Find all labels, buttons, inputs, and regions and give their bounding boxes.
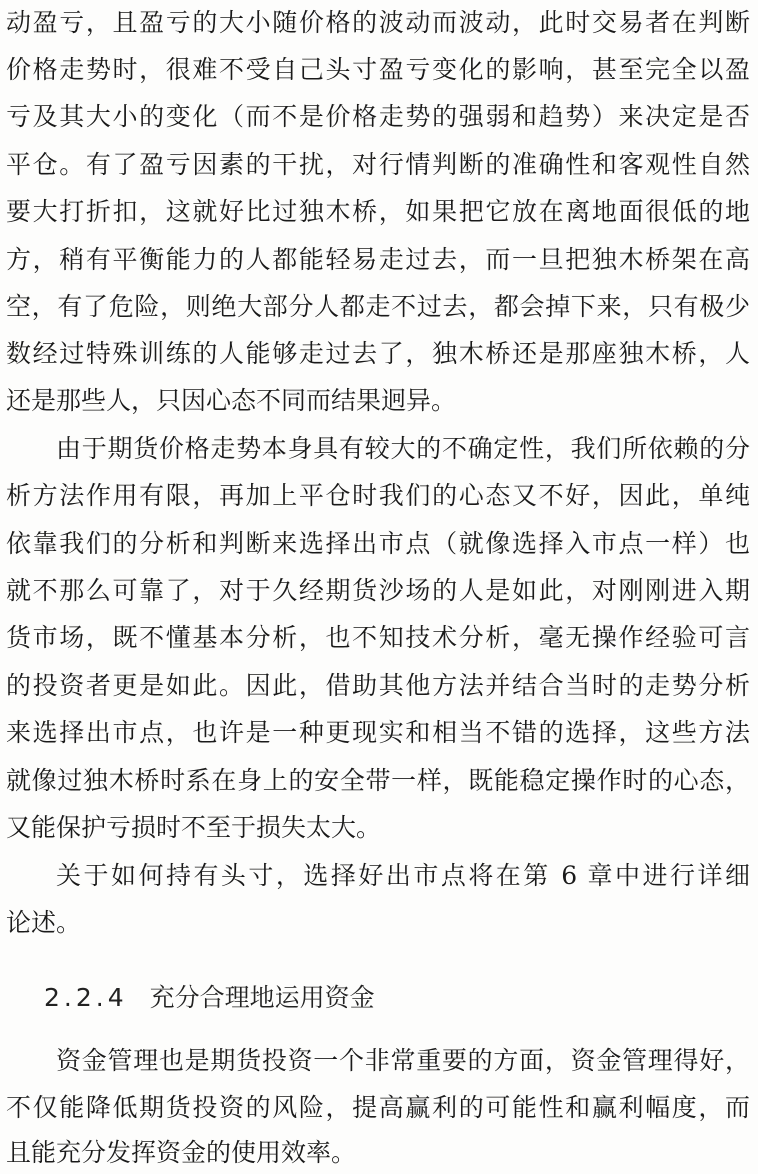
paragraph-line: 析方法作用有限，再加上平仓时我们的心态又不好，因此，单纯 <box>6 481 750 510</box>
paragraph-line: 价格走势时，很难不受自己头寸盈亏变化的影响，甚至完全以盈 <box>6 55 750 84</box>
paragraph-line: 方，稍有平衡能力的人都能轻易走过去，而一旦把独木桥架在高 <box>6 245 750 274</box>
paragraph-line: 要大打折扣，这就好比过独木桥，如果把它放在离地面很低的地 <box>6 197 750 226</box>
paragraph-line: 关于如何持有头寸，选择好出市点将在第 6 章中进行详细 <box>56 861 750 890</box>
paragraph-line: 货市场，既不懂基本分析，也不知技术分析，毫无操作经验可言 <box>6 623 750 652</box>
paragraph-line: 动盈亏，且盈亏的大小随价格的波动而波动，此时交易者在判断 <box>6 8 750 37</box>
paragraph-line: 来选择出市点，也许是一种更现实和相当不错的选择，这些方法 <box>6 718 750 747</box>
paragraph-line: 依靠我们的分析和判断来选择出市点（就像选择入市点一样）也 <box>6 529 750 558</box>
paragraph-line: 就像过独木桥时系在身上的安全带一样，既能稳定操作时的心态， <box>6 766 750 795</box>
section-number: 2.2.4 <box>44 983 128 1012</box>
paragraph-line: 空，有了危险，则绝大部分人都走不过去，都会掉下来，只有极少 <box>6 292 750 321</box>
paragraph-line: 资金管理也是期货投资一个非常重要的方面，资金管理得好， <box>56 1046 750 1075</box>
paragraph-line: 数经过特殊训练的人能够走过去了，独木桥还是那座独木桥，人 <box>6 339 750 368</box>
paragraph-line: 就不那么可靠了，对于久经期货沙场的人是如此，对刚刚进入期 <box>6 576 750 605</box>
section-title: 充分合理地运用资金 <box>149 983 375 1012</box>
section-heading <box>44 982 375 1014</box>
paragraph-line: 且能充分发挥资金的使用效率。 <box>6 1138 357 1167</box>
paragraph-line: 论述。 <box>6 908 82 937</box>
paragraph-line: 还是那些人，只因心态不同而结果迥异。 <box>6 386 457 415</box>
paragraph-line: 不仅能降低期货投资的风险，提高赢利的可能性和赢利幅度，而 <box>6 1093 750 1122</box>
paragraph-line: 平仓。有了盈亏因素的干扰，对行情判断的准确性和客观性自然 <box>6 150 750 179</box>
paragraph-line: 又能保护亏损时不至于损失太大。 <box>6 813 382 842</box>
paragraph-line: 由于期货价格走势本身具有较大的不确定性，我们所依赖的分 <box>56 434 750 463</box>
paragraph-line: 亏及其大小的变化（而不是价格走势的强弱和趋势）来决定是否 <box>6 102 750 131</box>
paragraph-line: 的投资者更是如此。因此，借助其他方法并结合当时的走势分析 <box>6 671 750 700</box>
